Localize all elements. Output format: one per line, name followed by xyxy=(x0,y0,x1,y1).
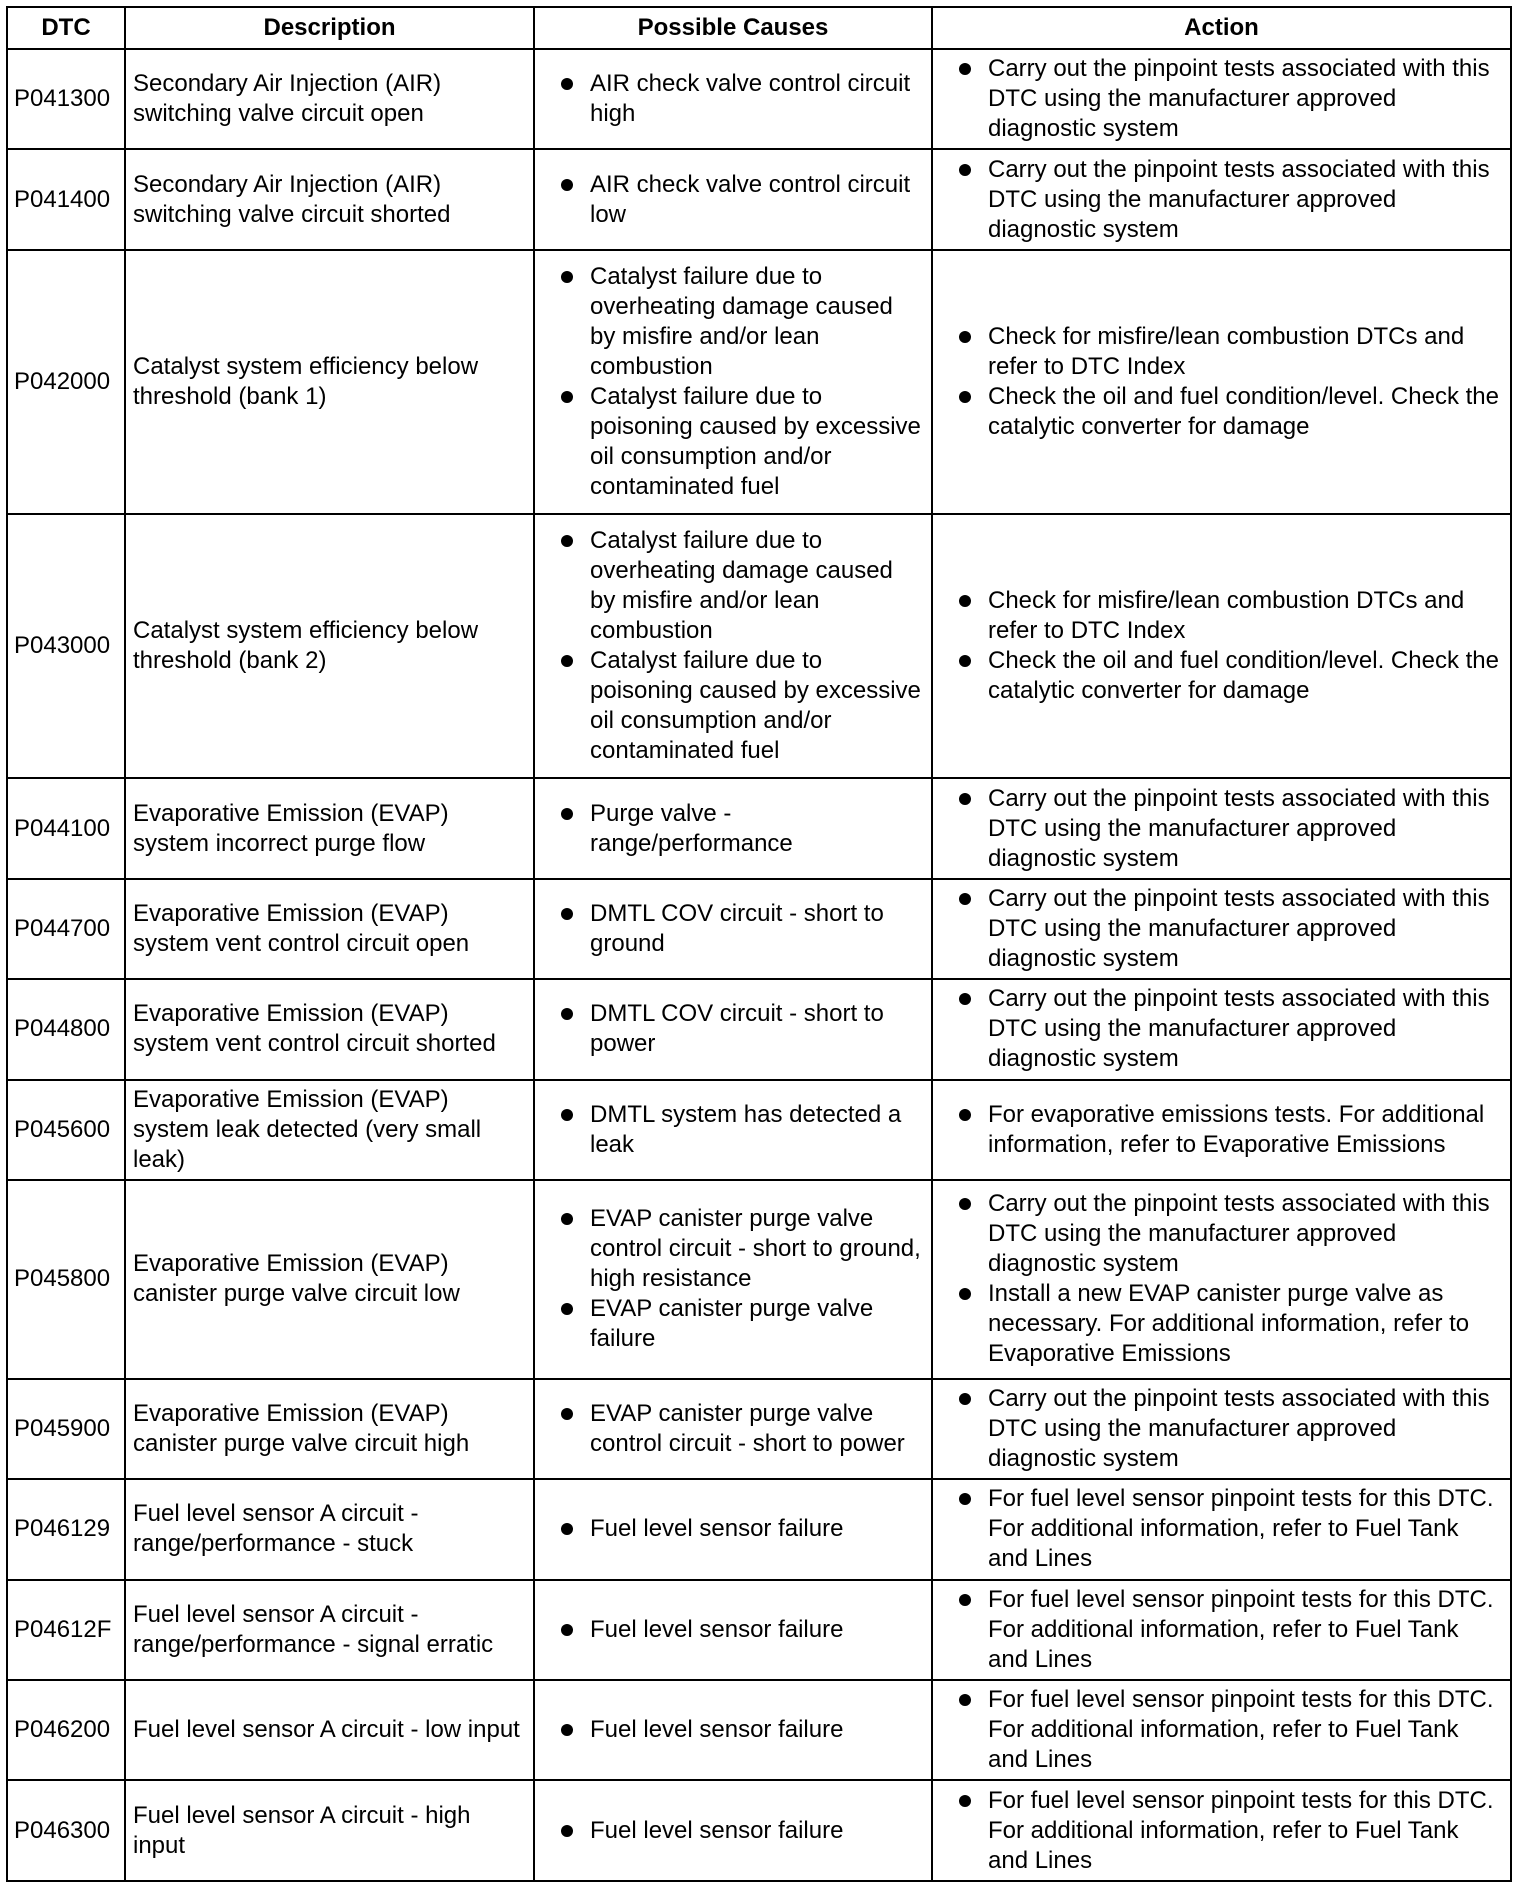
dtc-description: Fuel level sensor A circuit - range/performance - signal erratic xyxy=(125,1580,534,1680)
cause-item: Purge valve - range/performance xyxy=(542,799,924,859)
header-description: Description xyxy=(125,7,534,49)
action-item: For fuel level sensor pinpoint tests for this DTC. For additional information, refer to Fuel Tank and Lines xyxy=(940,1685,1503,1775)
action-item: Carry out the pinpoint tests associated with this DTC using the manufacturer approved diagnostic system xyxy=(940,884,1503,974)
table-row xyxy=(7,1379,1511,1479)
dtc-description: Secondary Air Injection (AIR) switching valve circuit open xyxy=(125,49,534,149)
action-cell-list xyxy=(940,586,1503,706)
possible-causes-cell xyxy=(534,1780,932,1881)
action-item: Carry out the pinpoint tests associated with this DTC using the manufacturer approved diagnostic system xyxy=(940,155,1503,245)
action-cell xyxy=(932,1680,1511,1780)
action-cell-list xyxy=(940,784,1503,874)
cause-item: Catalyst failure due to poisoning caused by excessive oil consumption and/or contaminated fuel xyxy=(542,382,924,502)
action-item: Check for misfire/lean combustion DTCs and refer to DTC Index xyxy=(940,322,1503,382)
cause-item: EVAP canister purge valve control circuit - short to power xyxy=(542,1399,924,1459)
cause-item: Fuel level sensor failure xyxy=(542,1715,924,1745)
dtc-description: Evaporative Emission (EVAP) system vent control circuit shorted xyxy=(125,979,534,1079)
action-item: Carry out the pinpoint tests associated with this DTC using the manufacturer approved diagnostic system xyxy=(940,784,1503,874)
dtc-description: Evaporative Emission (EVAP) system incorrect purge flow xyxy=(125,778,534,878)
action-cell xyxy=(932,1379,1511,1479)
action-cell-list xyxy=(940,984,1503,1074)
possible-causes-cell xyxy=(534,514,932,778)
dtc-code: P044100 xyxy=(7,778,125,878)
header-action: Action xyxy=(932,7,1511,49)
possible-causes-cell-list xyxy=(542,1100,924,1160)
dtc-table xyxy=(6,6,1512,1882)
possible-causes-cell-list xyxy=(542,69,924,129)
cause-item: Fuel level sensor failure xyxy=(542,1816,924,1846)
action-item: Carry out the pinpoint tests associated with this DTC using the manufacturer approved diagnostic system xyxy=(940,1384,1503,1474)
action-item: Check the oil and fuel condition/level. Check the catalytic converter for damage xyxy=(940,646,1503,706)
possible-causes-cell xyxy=(534,778,932,878)
cause-item: EVAP canister purge valve failure xyxy=(542,1294,924,1354)
dtc-description: Fuel level sensor A circuit - range/performance - stuck xyxy=(125,1479,534,1579)
possible-causes-cell-list xyxy=(542,1615,924,1645)
dtc-description: Catalyst system efficiency below threshold (bank 2) xyxy=(125,514,534,778)
dtc-description: Evaporative Emission (EVAP) canister purge valve circuit low xyxy=(125,1180,534,1379)
cause-item: Fuel level sensor failure xyxy=(542,1514,924,1544)
action-cell xyxy=(932,250,1511,514)
action-cell xyxy=(932,778,1511,878)
table-row xyxy=(7,778,1511,878)
dtc-code: P044700 xyxy=(7,879,125,979)
action-item: Carry out the pinpoint tests associated with this DTC using the manufacturer approved diagnostic system xyxy=(940,54,1503,144)
dtc-code: P045900 xyxy=(7,1379,125,1479)
possible-causes-cell-list xyxy=(542,170,924,230)
action-cell xyxy=(932,979,1511,1079)
action-cell-list xyxy=(940,322,1503,442)
cause-item: AIR check valve control circuit low xyxy=(542,170,924,230)
dtc-description: Secondary Air Injection (AIR) switching valve circuit shorted xyxy=(125,149,534,249)
cause-item: DMTL system has detected a leak xyxy=(542,1100,924,1160)
header-dtc: DTC xyxy=(7,7,125,49)
action-cell-list xyxy=(940,1685,1503,1775)
possible-causes-cell-list xyxy=(542,262,924,502)
dtc-description: Evaporative Emission (EVAP) canister purge valve circuit high xyxy=(125,1379,534,1479)
possible-causes-cell xyxy=(534,1580,932,1680)
dtc-description: Catalyst system efficiency below threshold (bank 1) xyxy=(125,250,534,514)
action-item: For evaporative emissions tests. For additional information, refer to Evaporative Emissions xyxy=(940,1100,1503,1160)
possible-causes-cell xyxy=(534,49,932,149)
possible-causes-cell-list xyxy=(542,1514,924,1544)
table-row xyxy=(7,514,1511,778)
action-cell-list xyxy=(940,1384,1503,1474)
possible-causes-cell xyxy=(534,250,932,514)
possible-causes-cell-list xyxy=(542,526,924,766)
cause-item: DMTL COV circuit - short to ground xyxy=(542,899,924,959)
possible-causes-cell-list xyxy=(542,899,924,959)
action-cell xyxy=(932,149,1511,249)
cause-item: Fuel level sensor failure xyxy=(542,1615,924,1645)
dtc-description: Fuel level sensor A circuit - low input xyxy=(125,1680,534,1780)
action-item: For fuel level sensor pinpoint tests for this DTC. For additional information, refer to Fuel Tank and Lines xyxy=(940,1585,1503,1675)
possible-causes-cell xyxy=(534,149,932,249)
action-cell-list xyxy=(940,1786,1503,1876)
table-row xyxy=(7,49,1511,149)
possible-causes-cell-list xyxy=(542,1816,924,1846)
action-cell xyxy=(932,49,1511,149)
possible-causes-cell xyxy=(534,1080,932,1180)
possible-causes-cell xyxy=(534,1479,932,1579)
table-row xyxy=(7,879,1511,979)
action-cell xyxy=(932,1479,1511,1579)
table-row xyxy=(7,1180,1511,1379)
table-row xyxy=(7,1680,1511,1780)
action-cell-list xyxy=(940,1100,1503,1160)
dtc-code: P046200 xyxy=(7,1680,125,1780)
header-row xyxy=(7,7,1511,49)
action-cell-list xyxy=(940,1484,1503,1574)
possible-causes-cell xyxy=(534,1379,932,1479)
dtc-description: Evaporative Emission (EVAP) system leak detected (very small leak) xyxy=(125,1080,534,1180)
cause-item: DMTL COV circuit - short to power xyxy=(542,999,924,1059)
table-body xyxy=(7,49,1511,1881)
action-cell-list xyxy=(940,1189,1503,1369)
action-item: Check the oil and fuel condition/level. Check the catalytic converter for damage xyxy=(940,382,1503,442)
possible-causes-cell-list xyxy=(542,1399,924,1459)
action-cell xyxy=(932,514,1511,778)
possible-causes-cell-list xyxy=(542,1715,924,1745)
action-item: Carry out the pinpoint tests associated with this DTC using the manufacturer approved diagnostic system xyxy=(940,1189,1503,1279)
action-item: Carry out the pinpoint tests associated with this DTC using the manufacturer approved diagnostic system xyxy=(940,984,1503,1074)
dtc-code: P041400 xyxy=(7,149,125,249)
dtc-code: P044800 xyxy=(7,979,125,1079)
possible-causes-cell xyxy=(534,1180,932,1379)
table-header xyxy=(7,7,1511,49)
table-row xyxy=(7,979,1511,1079)
action-item: For fuel level sensor pinpoint tests for this DTC. For additional information, refer to Fuel Tank and Lines xyxy=(940,1786,1503,1876)
action-cell xyxy=(932,1180,1511,1379)
action-cell xyxy=(932,1780,1511,1881)
table-row xyxy=(7,149,1511,249)
possible-causes-cell xyxy=(534,979,932,1079)
header-possible-causes: Possible Causes xyxy=(534,7,932,49)
action-item: Check for misfire/lean combustion DTCs and refer to DTC Index xyxy=(940,586,1503,646)
action-cell-list xyxy=(940,54,1503,144)
dtc-code: P046129 xyxy=(7,1479,125,1579)
cause-item: Catalyst failure due to overheating damage caused by misfire and/or lean combustion xyxy=(542,526,924,646)
table-row xyxy=(7,1080,1511,1180)
dtc-code: P042000 xyxy=(7,250,125,514)
action-item: Install a new EVAP canister purge valve as necessary. For additional information, refer to Evaporative Emissions xyxy=(940,1279,1503,1369)
cause-item: EVAP canister purge valve control circuit - short to ground, high resistance xyxy=(542,1204,924,1294)
dtc-code: P045800 xyxy=(7,1180,125,1379)
table-row xyxy=(7,1479,1511,1579)
possible-causes-cell xyxy=(534,1680,932,1780)
action-cell-list xyxy=(940,155,1503,245)
dtc-code: P045600 xyxy=(7,1080,125,1180)
dtc-code: P046300 xyxy=(7,1780,125,1881)
dtc-code: P041300 xyxy=(7,49,125,149)
cause-item: AIR check valve control circuit high xyxy=(542,69,924,129)
action-cell xyxy=(932,1580,1511,1680)
possible-causes-cell-list xyxy=(542,799,924,859)
dtc-code: P043000 xyxy=(7,514,125,778)
dtc-description: Fuel level sensor A circuit - high input xyxy=(125,1780,534,1881)
dtc-description: Evaporative Emission (EVAP) system vent control circuit open xyxy=(125,879,534,979)
possible-causes-cell-list xyxy=(542,999,924,1059)
action-cell-list xyxy=(940,1585,1503,1675)
possible-causes-cell xyxy=(534,879,932,979)
cause-item: Catalyst failure due to overheating damage caused by misfire and/or lean combustion xyxy=(542,262,924,382)
table-row xyxy=(7,1780,1511,1881)
table-row xyxy=(7,250,1511,514)
cause-item: Catalyst failure due to poisoning caused by excessive oil consumption and/or contaminated fuel xyxy=(542,646,924,766)
possible-causes-cell-list xyxy=(542,1204,924,1354)
action-cell xyxy=(932,879,1511,979)
dtc-code: P04612F xyxy=(7,1580,125,1680)
table-row xyxy=(7,1580,1511,1680)
action-item: For fuel level sensor pinpoint tests for this DTC. For additional information, refer to Fuel Tank and Lines xyxy=(940,1484,1503,1574)
action-cell xyxy=(932,1080,1511,1180)
action-cell-list xyxy=(940,884,1503,974)
